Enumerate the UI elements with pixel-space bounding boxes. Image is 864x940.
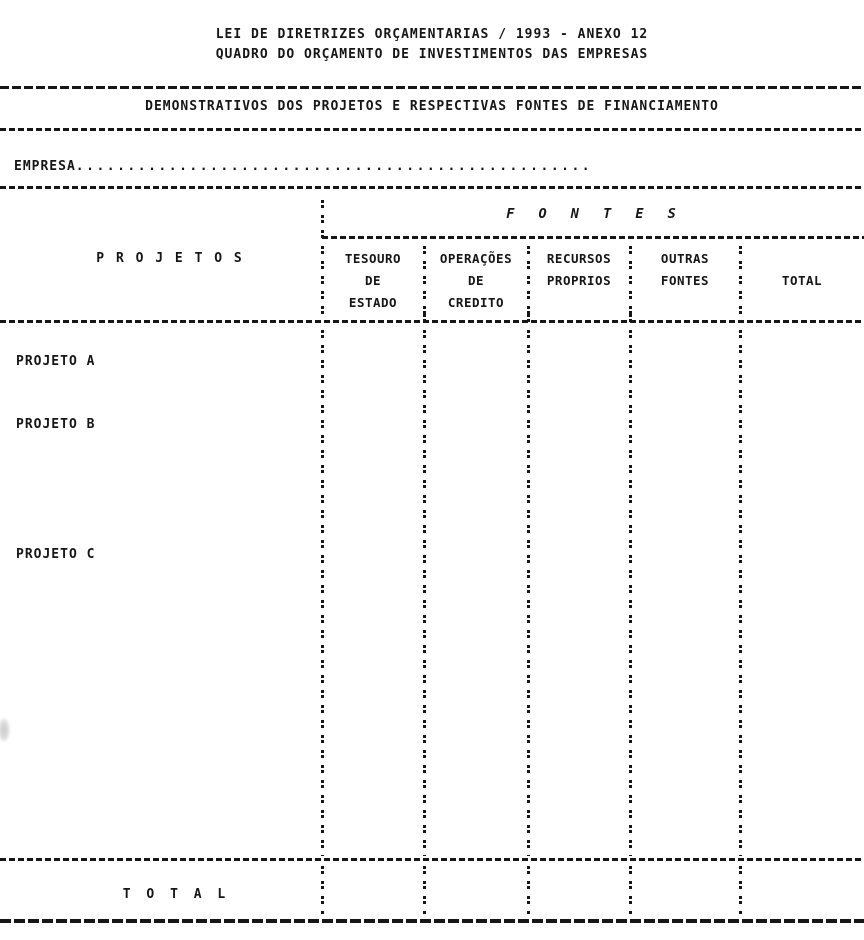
- header-col-separator-1: [321, 246, 324, 320]
- column-header-line: [632, 292, 738, 314]
- body-col-separator-5: [739, 330, 742, 856]
- rule-under-fontes: [322, 236, 864, 239]
- body-col-separator-4: [629, 330, 632, 856]
- empresa-row: [14, 158, 592, 176]
- rule-colon-mark-2: [527, 314, 530, 327]
- rule-above-total: [0, 858, 864, 861]
- header-col-separator-5: [739, 246, 742, 320]
- column-header-line: OUTRAS: [660, 251, 710, 266]
- column-header-line: RECURSOS: [546, 251, 612, 266]
- column-header-line: DE: [364, 273, 382, 288]
- column-header-line: TESOURO: [344, 251, 402, 266]
- column-header-line: DE: [467, 273, 485, 288]
- rule-under-subtitle: [0, 128, 864, 131]
- document-subtitle: DEMONSTRATIVOS DOS PROJETOS E RESPECTIVAS FONTES DE FINANCIAMENTO: [145, 99, 719, 114]
- header-col-separator-2: [423, 246, 426, 320]
- scan-smudge: [0, 718, 10, 742]
- column-header-line: ESTADO: [348, 295, 398, 310]
- column-header-outras-fontes: [632, 248, 738, 314]
- column-header-recursos-proprios: [530, 248, 628, 314]
- rule-colon-mark-3: [629, 314, 632, 327]
- rule-colon-mark-1: [423, 314, 426, 327]
- table-row-label-projeto-a: PROJETO A: [16, 354, 96, 369]
- column-header-tesouro-estado: [324, 248, 422, 314]
- document-title-line-1: LEI DE DIRETRIZES ORÇAMENTARIAS / 1993 - ANEXO 12: [215, 27, 649, 42]
- projetos-column-header: P R O J E T O S: [96, 251, 244, 266]
- column-header-line: FONTES: [660, 273, 710, 288]
- table-row-label-projeto-b: PROJETO B: [16, 417, 96, 432]
- rule-under-empresa: [0, 186, 864, 189]
- header-col-separator-4: [629, 246, 632, 320]
- column-header-line: TOTAL: [781, 273, 823, 288]
- total-col-separator-4: [629, 866, 632, 916]
- column-header-line: CREDITO: [447, 295, 505, 310]
- body-col-separator-3: [527, 330, 530, 856]
- total-row-label: T O T A L: [122, 887, 230, 902]
- column-header-total: [743, 248, 861, 314]
- empresa-dotted-blank: ..................................................: [75, 159, 593, 174]
- total-col-separator-2: [423, 866, 426, 916]
- rule-top: [0, 86, 864, 89]
- rule-bottom: [0, 919, 864, 923]
- fontes-left-separator: [321, 200, 324, 238]
- rule-under-column-headers: [0, 320, 864, 323]
- column-header-line: [743, 292, 861, 314]
- header-col-separator-3: [527, 246, 530, 320]
- document-title-line-2: QUADRO DO ORÇAMENTO DE INVESTIMENTOS DAS EMPRESAS: [215, 47, 649, 62]
- column-header-line: [530, 292, 628, 314]
- body-col-separator-1: [321, 330, 324, 856]
- column-header-line: [743, 248, 861, 270]
- fontes-group-header: F O N T E S: [506, 206, 684, 222]
- column-header-line: OPERAÇÕES: [439, 251, 513, 266]
- empresa-label: EMPRESA: [14, 159, 76, 174]
- table-row-label-projeto-c: PROJETO C: [16, 547, 96, 562]
- total-col-separator-5: [739, 866, 742, 916]
- total-col-separator-3: [527, 866, 530, 916]
- body-col-separator-2: [423, 330, 426, 856]
- column-header-operacoes-credito: [426, 248, 526, 314]
- column-header-line: PROPRIOS: [546, 273, 612, 288]
